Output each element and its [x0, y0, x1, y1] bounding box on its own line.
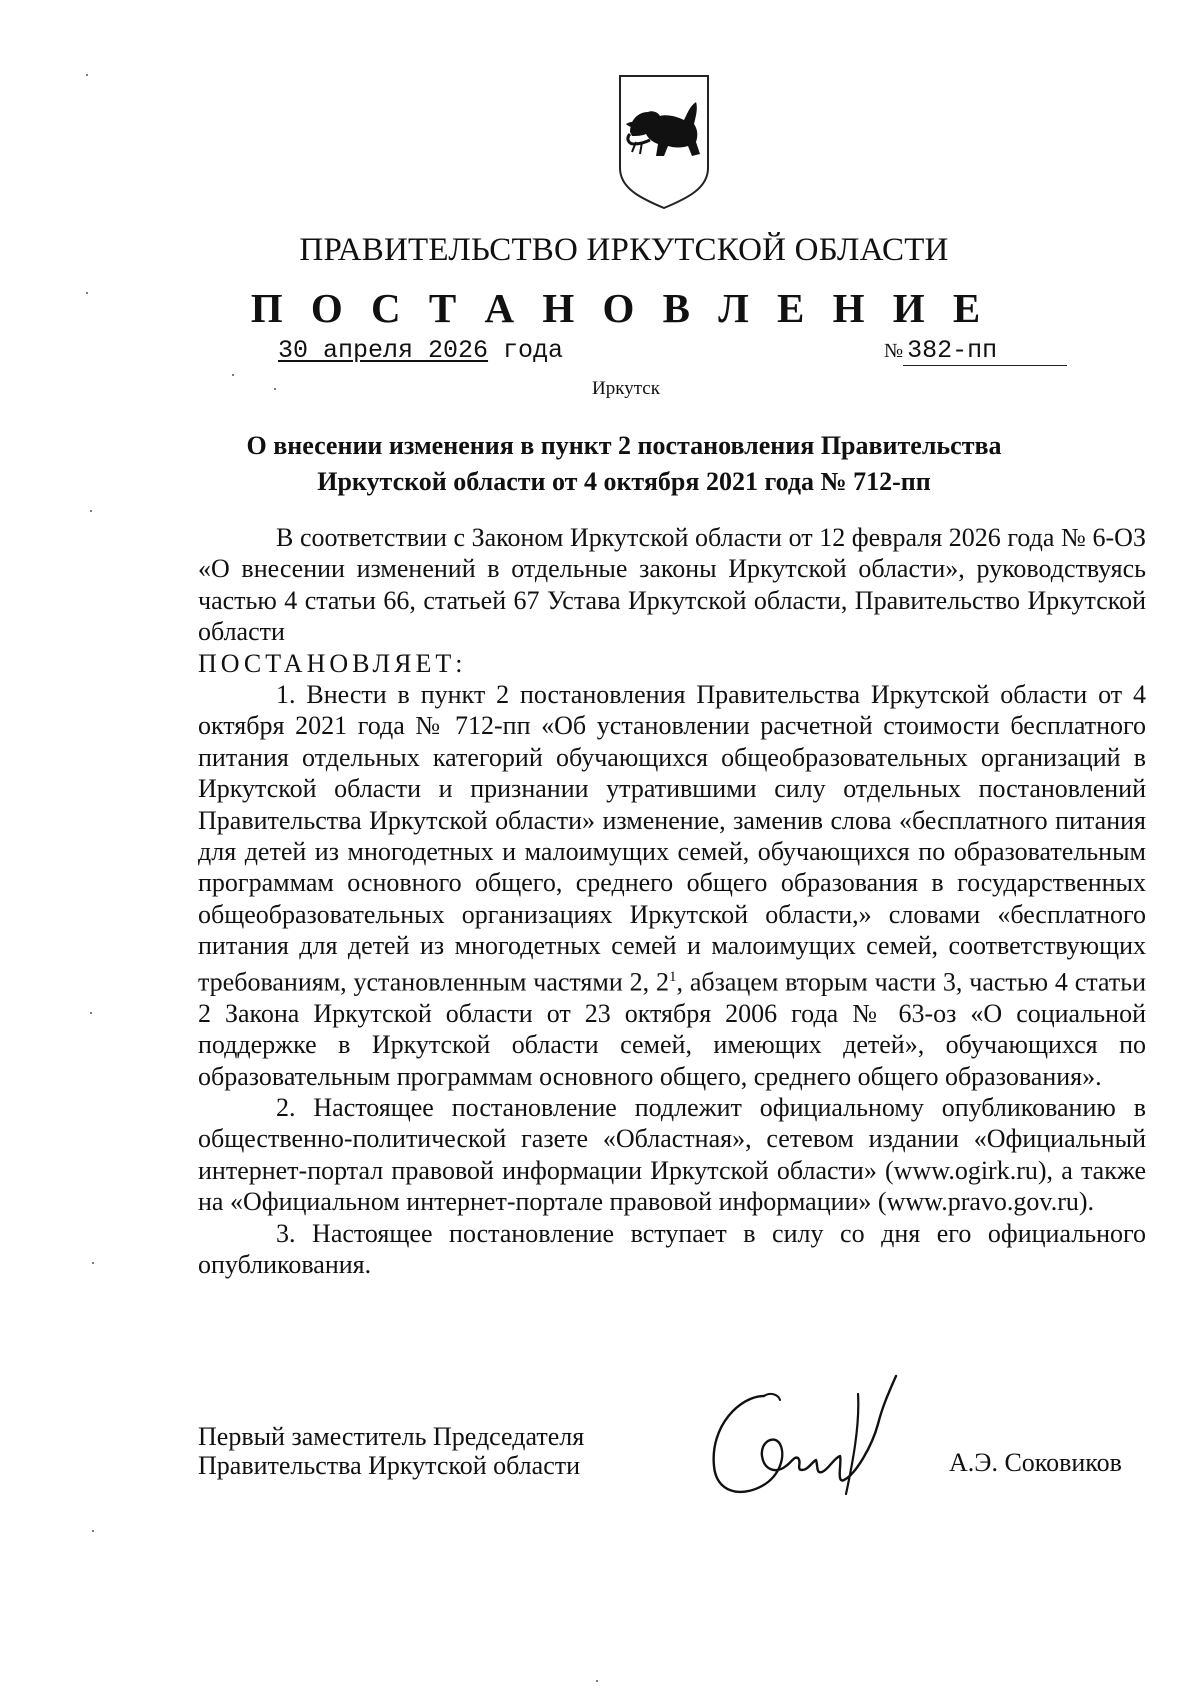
item-2-paragraph: 2. Настоящее постановление подлежит официальному опубликованию в общественно-политической газете «Областная», сетевом издании «Официальный интернет-портал правовой информации Иркутской области» (www.ogirk.ru), а также на «Официальном интернет-портале правовой информации» (www.pravo.gov.ru).: [198, 1092, 1146, 1217]
irkutsk-coat-of-arms-icon: [616, 72, 712, 212]
number-value: 382-пп: [903, 336, 1067, 366]
scan-speck: [90, 1012, 92, 1014]
subject-line: О внесении изменения в пункт 2 постановления Правительства: [246, 431, 1002, 460]
item-1-text: 1. Внести в пункт 2 постановления Правительства Иркутской области от 4 октября 2021 года № 712-пп «Об установлении расчетной стоимости бесплатного питания отдельных категорий обучающихся общеобразовательных организаций в Иркутской области и признании утратившими силу отдельных постановлений Правительства Иркутской области» изменение, заменив слова «бесплатного питания для детей из многодетных и малоимущих семей, обучающихся по образовательным программам основного общего, среднего общего образования в государственных общеобразовательных организациях Иркутской области,» словами «бесплатного питания для детей из многодетных семей и малоимущих семей, соответствующих требованиям, установленным частями 2, 2: [198, 680, 1146, 997]
document-number: [884, 336, 1067, 366]
scan-speck: [92, 1530, 94, 1532]
scan-speck: [92, 1262, 94, 1264]
document-type-heading: П О С Т А Н О В Л Е Н И Е: [250, 285, 990, 331]
government-title: ПРАВИТЕЛЬСТВО ИРКУТСКОЙ ОБЛАСТИ: [299, 232, 949, 268]
city-label: Иркутск: [592, 378, 660, 399]
date-suffix: года: [488, 336, 564, 365]
number-sign: №: [884, 340, 904, 362]
item-1-text-cont: , абзацем вторым части 3, частью 4 статьи 2 Закона Иркутской области от 23 октября 2006 года № 63-оз «О социальной поддержке в Иркутской области семей, имеющих детей», обучающихся по образовательным программам основного общего, среднего общего образования».: [198, 967, 1146, 1091]
scan-speck: [86, 74, 88, 76]
item-1-paragraph: [198, 679, 1146, 1092]
subject-line: Иркутской области от 4 октября 2021 года № 712-пп: [317, 467, 931, 496]
signatory-role-line: Первый заместитель Председателя: [198, 1422, 585, 1451]
signatory-role-line: Правительства Иркутской области: [198, 1451, 581, 1480]
document-date: [278, 336, 563, 365]
date-value: 30 апреля 2026: [278, 336, 489, 365]
signatory-role: [198, 1422, 584, 1480]
scan-speck: [90, 510, 92, 512]
item-1-superscript: 1: [668, 968, 677, 985]
document-subject: [24, 428, 1200, 500]
item-3-paragraph: 3. Настоящее постановление вступает в силу со дня его официального опубликования.: [198, 1218, 1146, 1279]
scan-speck: [596, 1680, 598, 1682]
signatory-name: А.Э. Соковиков: [949, 1448, 1122, 1477]
document-body: [198, 522, 1146, 1280]
preamble-paragraph: В соответствии с Законом Иркутской области от 12 февраля 2026 года № 6-ОЗ «О внесении изменений в отдельные законы Иркутской области», руководствуясь частью 4 статьи 66, статьей 67 Устава Иркутской области, Правительство Иркутской области: [198, 523, 1146, 647]
scan-speck: [232, 374, 234, 376]
handwritten-signature-icon: [700, 1366, 920, 1506]
decree-word: ПОСТАНОВЛЯЕТ:: [198, 648, 467, 678]
